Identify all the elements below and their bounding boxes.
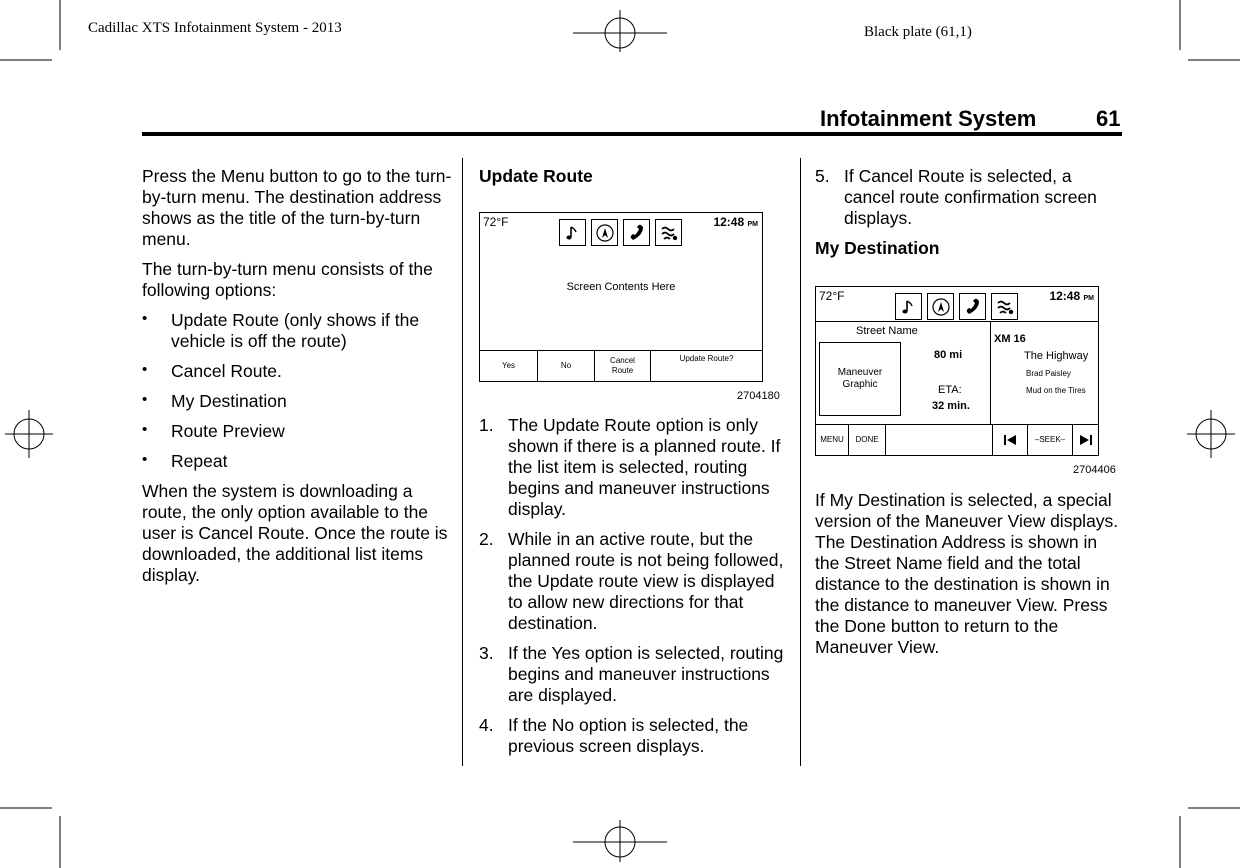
clock [1049, 289, 1094, 303]
list-item: • Repeat [142, 451, 452, 472]
item-text: While in an active route, but the planned route is not being followed, the Update route view is displayed to allow new directions for that destination. [508, 529, 784, 633]
temperature: 72°F [819, 289, 845, 303]
phone-icon[interactable] [623, 219, 650, 246]
seek-forward-button[interactable] [1073, 425, 1098, 455]
item-number: 4. [479, 715, 494, 735]
paragraph: Press the Menu button to go to the turn-by-turn menu. The destination address shows as the title of the turn-by-turn menu. [142, 166, 452, 249]
yes-button[interactable]: Yes [480, 351, 538, 381]
list-item: • My Destination [142, 391, 452, 412]
column-3 [815, 166, 1125, 259]
phone-icon[interactable] [959, 293, 986, 320]
street-name: Street Name [856, 325, 918, 337]
list-item [479, 715, 784, 757]
distance: 80 mi [934, 349, 963, 361]
page-number: 61 [1096, 106, 1121, 131]
clock-suffix: PM [1083, 295, 1094, 302]
song-title: Mud on the Tires [1026, 386, 1086, 395]
navigation-icon[interactable] [591, 219, 618, 246]
my-destination-screen [815, 286, 1099, 456]
column-1 [142, 166, 452, 595]
update-route-prompt: Update Route? [679, 354, 734, 363]
figure-id: 2704406 [1073, 464, 1116, 476]
list-item [479, 415, 784, 520]
list-item: • Cancel Route. [142, 361, 452, 382]
seek-label: –SEEK– [1028, 425, 1073, 455]
clock [713, 215, 758, 229]
column-divider-1 [462, 158, 463, 766]
maneuver-graphic: Maneuver Graphic [819, 342, 901, 416]
item-text: If the No option is selected, the previous screen displays. [508, 715, 749, 756]
header-rule [142, 132, 1122, 136]
seek-back-button[interactable] [993, 425, 1028, 455]
softkey-bar [816, 424, 1098, 455]
audio-icon[interactable] [895, 293, 922, 320]
item-text: If Cancel Route is selected, a cancel route confirmation screen displays. [844, 166, 1097, 228]
skip-forward-icon [1079, 434, 1093, 446]
running-head-right: Black plate (61,1) [864, 24, 972, 40]
heading-my-destination: My Destination [815, 238, 940, 258]
heading-update-route: Update Route [479, 166, 593, 186]
no-button[interactable]: No [538, 351, 595, 381]
list-item [479, 643, 784, 706]
item-number: 5. [815, 166, 830, 186]
running-head-left: Cadillac XTS Infotainment System - 2013 [88, 20, 342, 36]
column-divider-2 [800, 158, 801, 766]
station-name: The Highway [1024, 350, 1089, 362]
xm-channel: XM 16 [994, 333, 1026, 345]
paragraph: The turn-by-turn menu consists of the following options: [142, 259, 433, 300]
clock-time: 12:48 [713, 215, 745, 229]
softkey-bar [480, 350, 762, 381]
done-button[interactable]: DONE [849, 425, 886, 455]
item-number: 2. [479, 529, 494, 549]
artist-name: Brad Paisley [1026, 369, 1071, 378]
cancel-route-button[interactable]: Cancel Route [595, 351, 651, 381]
update-route-screen [479, 212, 763, 382]
figure-id: 2704180 [737, 390, 780, 402]
list-item: • Route Preview [142, 421, 452, 442]
menu-button[interactable]: MENU [816, 425, 849, 455]
clock-suffix: PM [747, 221, 758, 228]
list-item [815, 166, 1125, 229]
navigation-icon[interactable] [927, 293, 954, 320]
steps-list [479, 415, 784, 757]
climate-icon[interactable] [655, 219, 682, 246]
screen-content-text: Screen Contents Here [566, 281, 676, 293]
clock-time: 12:48 [1049, 289, 1081, 303]
item-text: The Update Route option is only shown if there is a planned route. If the list item is selected, routing begins and maneuver instructions display. [508, 415, 781, 519]
audio-icon[interactable] [559, 219, 586, 246]
section-title: Infotainment System [820, 106, 1037, 131]
item-text: If the Yes option is selected, routing begins and maneuver instructions are displayed. [508, 643, 784, 705]
column-3-body [815, 490, 1125, 667]
item-number: 3. [479, 643, 494, 663]
skip-back-icon [1003, 434, 1017, 446]
eta-value: 32 min. [932, 400, 970, 412]
empty-key [886, 425, 993, 455]
eta-label: ETA: [938, 384, 962, 396]
item-number: 1. [479, 415, 494, 435]
column-2 [479, 415, 784, 766]
temperature: 72°F [483, 215, 509, 229]
list-item [479, 529, 784, 634]
climate-icon[interactable] [991, 293, 1018, 320]
list-item: • Update Route (only shows if the vehicle is off the route) [142, 310, 452, 352]
paragraph: When the system is downloading a route, the only option available to the user is Cancel Route. Once the route is downloaded, the additional list items display. [142, 481, 448, 585]
audio-panel [990, 321, 1098, 425]
paragraph: If My Destination is selected, a special version of the Maneuver View displays. The Destination Address is shown in the Street Name field and the total distance to the destination is shown in the distance to maneuver View. Press the Done button to return to the Maneuver View. [815, 490, 1119, 657]
app-icons [895, 293, 1018, 320]
steps-list [815, 166, 1125, 229]
nav-panel [816, 321, 991, 425]
option-list [142, 310, 452, 472]
app-icons [559, 219, 682, 246]
